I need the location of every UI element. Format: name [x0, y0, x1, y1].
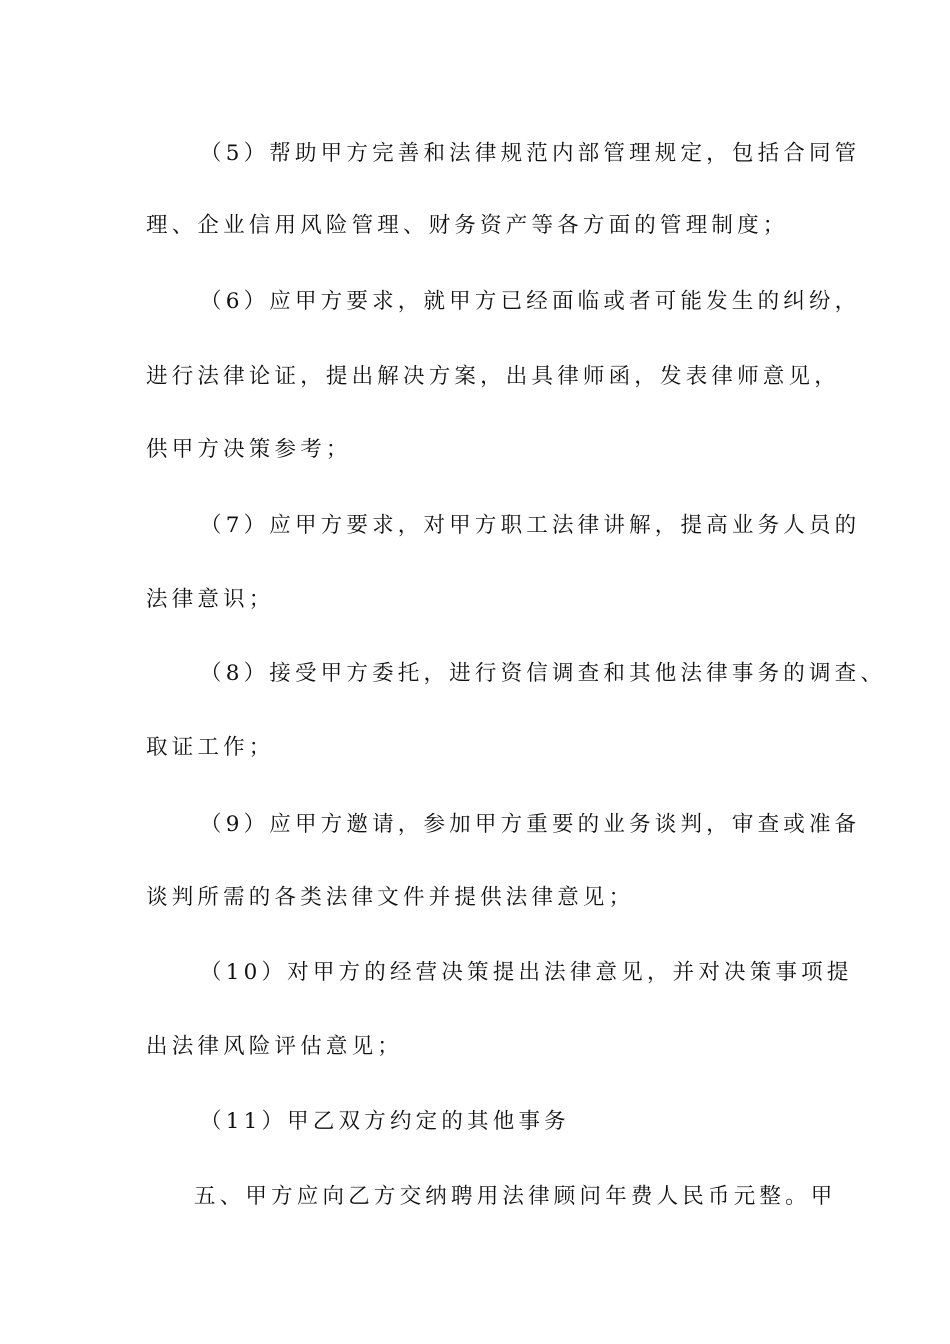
item-11-line-1: （11）甲乙双方约定的其他事务: [200, 1109, 570, 1134]
item-5-line-1: （5）帮助甲方完善和法律规范内部管理规定，包括合同管: [200, 141, 861, 166]
item-9-line-1: （9）应甲方邀请，参加甲方重要的业务谈判，审查或准备: [200, 812, 861, 837]
item-7-line-1: （7）应甲方要求，对甲方职工法律讲解，提高业务人员的: [200, 513, 861, 538]
item-9-line-2: 谈判所需的各类法律文件并提供法律意见；: [146, 885, 635, 910]
item-8-line-2: 取证工作；: [146, 735, 275, 760]
item-7-line-2: 法律意识；: [146, 587, 275, 612]
item-6-line-3: 供甲方决策参考；: [146, 437, 352, 462]
item-8-line-1: （8）接受甲方委托，进行资信调查和其他法律事务的调查、: [200, 661, 887, 686]
section-5-line-1: 五、甲方应向乙方交纳聘用法律顾问年费人民币元整。甲: [194, 1184, 837, 1209]
item-10-line-2: 出法律风险评估意见；: [146, 1034, 404, 1059]
item-5-line-2: 理、企业信用风险管理、财务资产等各方面的管理制度；: [146, 213, 789, 238]
item-6-line-2: 进行法律论证，提出解决方案，出具律师函，发表律师意见，: [146, 364, 840, 389]
item-10-line-1: （10）对甲方的经营决策提出法律意见，并对决策事项提: [200, 960, 853, 985]
item-6-line-1: （6）应甲方要求，就甲方已经面临或者可能发生的纠纷，: [200, 289, 861, 314]
